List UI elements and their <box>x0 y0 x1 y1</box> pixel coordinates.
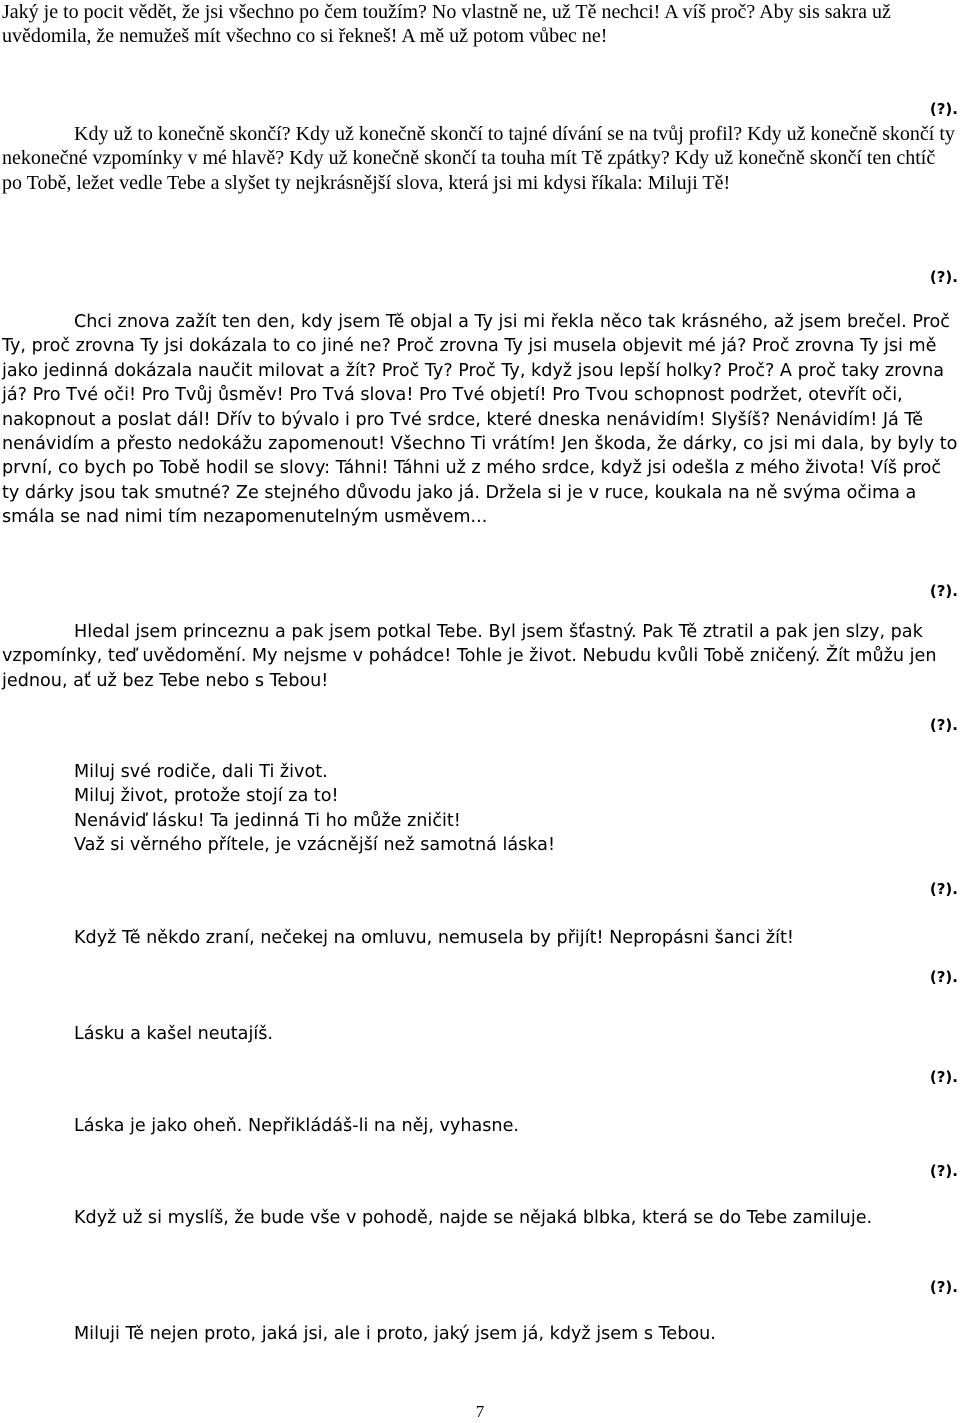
source-mark-3: (?). <box>929 582 958 600</box>
paragraph-10: Miluji Tě nejen proto, jaká jsi, ale i proto, jaký jsem já, když jsem s Tebou. <box>74 1324 716 1344</box>
source-mark-8: (?). <box>929 1162 958 1180</box>
paragraph-9: Když už si myslíš, že bude vše v pohodě, najde se nějaká blbka, která se do Tebe zamiluje. <box>74 1208 873 1228</box>
source-mark-2: (?). <box>929 268 958 286</box>
poem-line: Miluj své rodiče, dali Ti život. <box>74 762 328 782</box>
source-mark-9: (?). <box>929 1278 958 1296</box>
poem-line: Važ si věrného přítele, je vzácnější než samotná láska! <box>74 835 556 856</box>
source-mark-1: (?). <box>929 100 958 118</box>
poem-line: Nenáviď lásku! Ta jedinná Ti ho může zničit! <box>74 810 461 831</box>
source-mark-6: (?). <box>929 968 958 986</box>
page-number: 7 <box>475 1402 485 1421</box>
paragraph-1: Jaký je to pocit vědět, že jsi všechno po čem toužím? No vlastně ne, už Tě nechci! A víš proč? Aby sis sakra už uvědomila, že nemužeš mít všechno co si řekneš! A mě už potom vůbec ne! <box>2 1 891 48</box>
paragraph-5 <box>2 760 958 858</box>
paragraph-6: Když Tě někdo zraní, nečekej na omluvu, nemusela by přijít! Nepropásni šanci žít! <box>74 928 794 948</box>
paragraph-7: Lásku a kašel neutajíš. <box>74 1024 273 1044</box>
source-mark-7: (?). <box>929 1068 958 1086</box>
paragraph-4: Hledal jsem princeznu a pak jsem potkal Tebe. Byl jsem šťastný. Pak Tě ztratil a pak jen slzy, pak vzpomínky, teď uvědomění. My nejsme v pohádce! Tohle je život. Nebudu kvůli Tobě zničený. Žít můžu jen jednou, ať už bez Tebe nebo s Tebou! <box>2 622 937 691</box>
source-mark-4: (?). <box>929 716 958 734</box>
paragraph-8: Láska je jako oheň. Nepřikládáš-li na něj, vyhasne. <box>74 1116 519 1136</box>
paragraph-2: Kdy už to konečně skončí? Kdy už konečně skončí to tajné dívání se na tvůj profil? Kdy už konečně skončí ty nekonečné vzpomínky v mé hlavě? Kdy už konečně skončí ta touha mít Tě zpátky? Kdy už konečně skončí ten chtíč po Tobě, ležet vedle Tebe a slyšet ty nejkrásnější slova, která jsi mi kdysi říkala: Miluji Tě! <box>2 123 955 194</box>
source-mark-5: (?). <box>929 880 958 898</box>
poem-line: Miluj život, protože stojí za to! <box>74 786 339 807</box>
paragraph-3: Chci znova zažít ten den, kdy jsem Tě objal a Ty jsi mi řekla něco tak krásného, až jsem brečel. Proč Ty, proč zrovna Ty jsi dokázala to co jiné ne? Proč zrovna Ty jsi musela objevit mé já? Proč zrovna Ty jsi mě jako jedinná dokázala naučit milovat a žít? Proč Ty? Proč Ty, když jsou lepší holky? Proč? A proč taky zrovna já? Pro Tvé oči! Pro Tvůj ůsměv! Pro Tvá slova! Pro Tvé objetí! Pro Tvou schopnost podržet, otevřít oči, nakopnout a poslat dál! Dřív to bývalo i pro Tvé srdce, které dneska nenávidím! Slyšíš? Nenávidím! Já Tě nenávidím a přesto nedokážu zapomenout! Všechno Ti vrátím! Jen škoda, že dárky, co jsi mi dala, by byly to první, co bych po Tobě hodil se slovy: Táhni! Táhni už z mého srdce, když jsi odešla z mého života! Víš proč ty dárky jsou tak smutné? Ze stejného důvodu jako já. Držela si je v ruce, koukala na ně svýma očima a smála se nad nimi tím nezapomenutelným usměvem... <box>2 312 958 528</box>
